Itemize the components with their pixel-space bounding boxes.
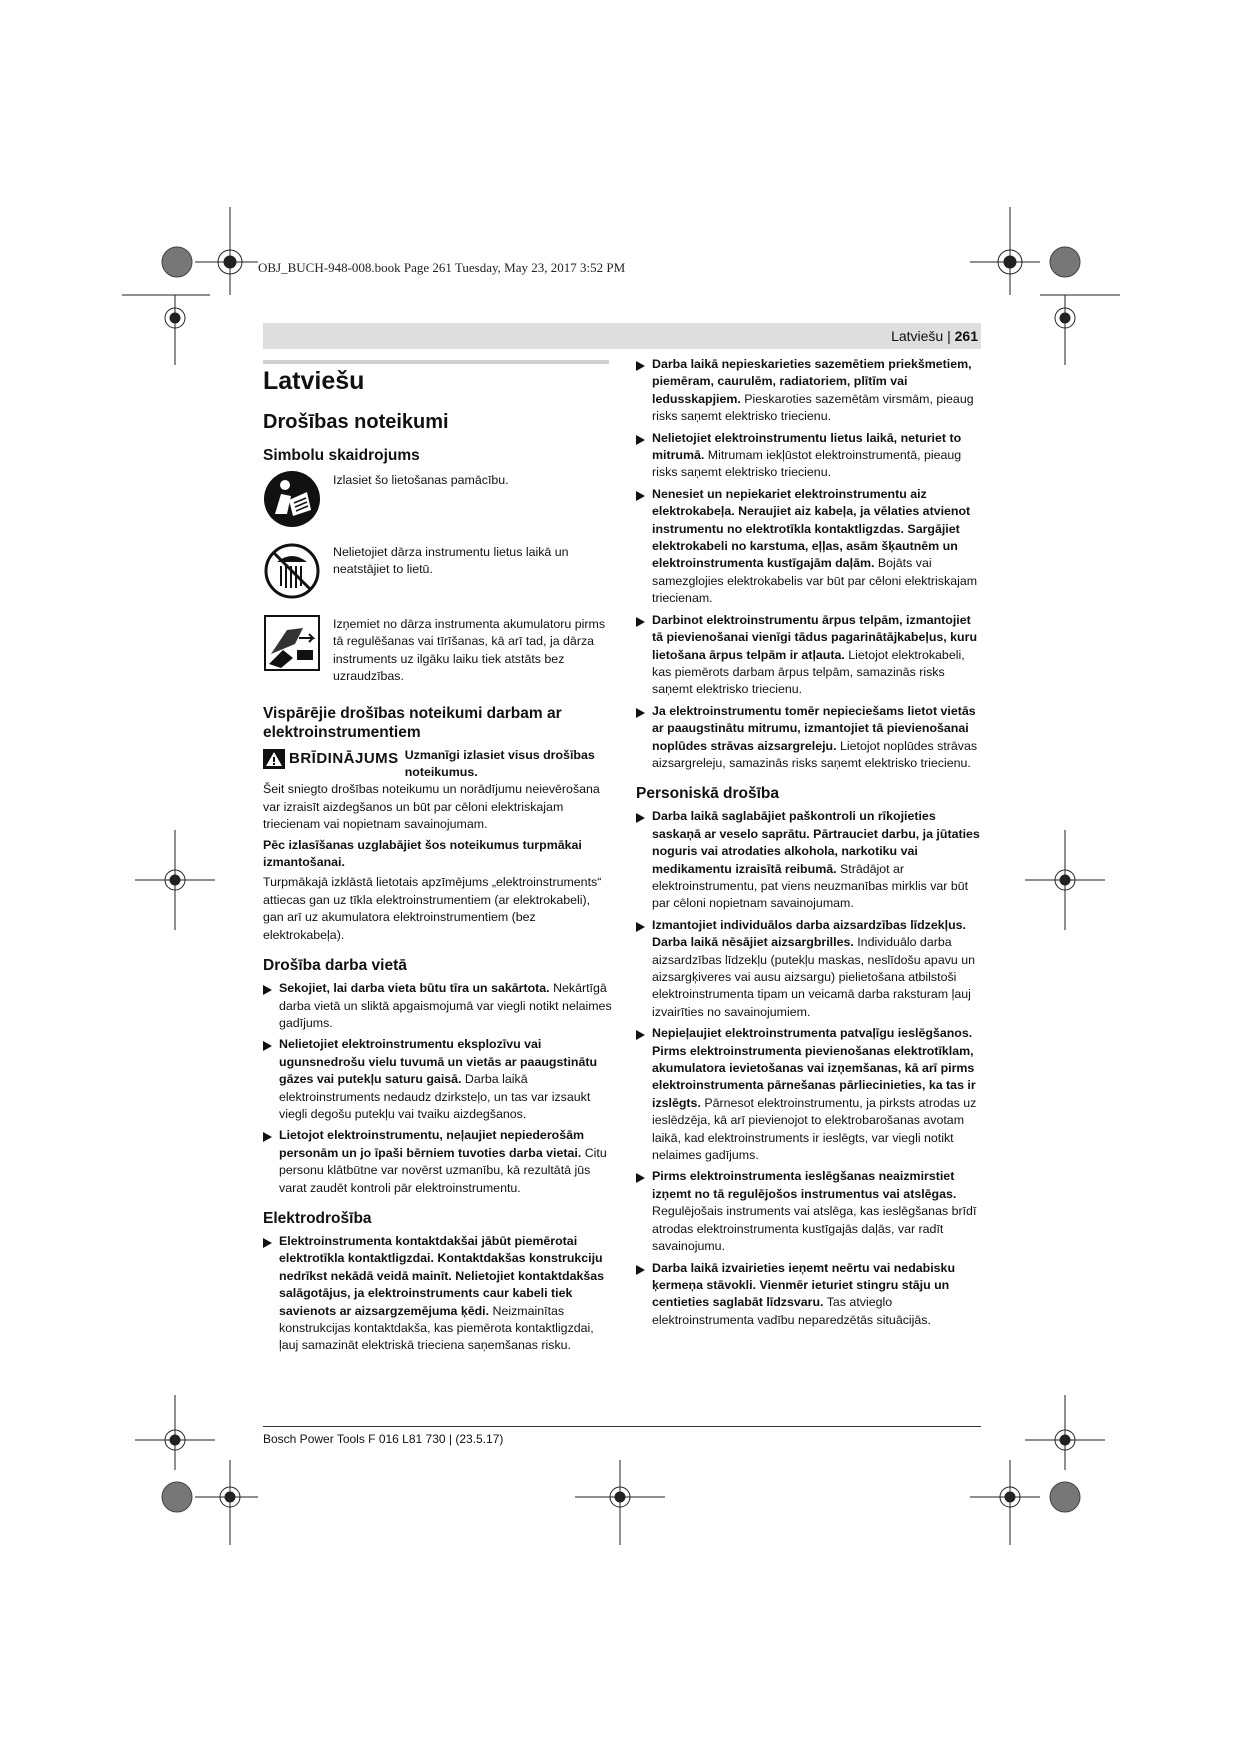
bullet-icon [263,985,272,995]
bullet-icon [636,922,645,932]
symbol-text: Izlasiet šo lietošanas pamācību. [333,473,509,487]
bullet-icon [263,1238,272,1248]
bullet-item [263,1127,613,1197]
warning-text: Šeit sniegto drošības noteikumu un norādījumu neievērošana var izraisīt aizdegšanos un būt par cēloni elektriskajam triecienam vai nopietnam savainojumam. [263,782,600,832]
no-rain-icon [263,542,321,600]
bullet-icon [636,617,645,627]
bullet-text: Strādājot ar elektroinstrumentu, pat viens neuzmanības mirklis var būt par cēloni nopietnam savainojumam. [652,861,969,911]
personal-heading: Personiskā drošība [636,785,780,803]
symbol-row [263,542,613,602]
warning-badge [263,749,399,769]
symbol-text: Izņemiet no dārza instrumenta akumulatoru pirms tā regulēšanas vai tīrīšanas, kā arī tad, ja dārza instruments uz ilgāku laiku tiek atstāts bez uzraudzības. [333,617,606,684]
symbol-text: Nelietojiet dārza instrumentu lietus laikā un neatstājiet to lietū. [333,545,569,577]
bullet-text: Pieskaroties sazemētām virsmām, pieaug risks saņemt elektrisko triecienu. [652,391,974,424]
electrical-heading: Elektrodrošība [263,1209,372,1227]
bullet-text: Pārnesot elektroinstrumentu, ja pirksts atrodas uz ieslēdzēja, kā arī pievienojot to elektrobarošanas avotam laikā, kad elektroinstruments ir ieslēgts, var viegli notikt nelaimes gadījums. [652,1095,977,1163]
bullet-icon [636,708,645,718]
bullet-item [636,612,981,699]
bullet-bold: Nelietojiet elektroinstrumentu lietus laikā, neturiet to mitrumā. [652,430,962,463]
bullet-bold: Nelietojiet elektroinstrumentu eksplozīvu vai ugunsnedrošu vielu tuvumā un vietās ar paaugstinātu gāzes vai putekļu saturu gaisā. [279,1037,598,1087]
bullet-icon [263,1132,272,1142]
footer-rule [263,1426,981,1427]
remove-battery-icon [263,614,321,672]
bullet-item [636,430,981,482]
bullet-item [263,980,613,1032]
bullet-bold: Izmantojiet individuālos darba aizsardzības līdzekļus. Darba laikā nēsājiet aizsargbrilles. [652,917,966,950]
warning-triangle-icon [263,749,285,769]
bullet-item [636,917,981,1021]
page-footer: Bosch Power Tools F 016 L81 730 | (23.5.17) [263,1432,504,1446]
keep-instructions: Pēc izlasīšanas uzglabājiet šos noteikumus turpmākai izmantošanai. [263,837,582,870]
bullet-text: Nekārtīgā darba vietā un sliktā apgaismojumā var viegli notikt nelaimes gadījums. [279,981,612,1030]
bullet-item [636,1025,981,1164]
bullet-text: Bojāts vai samezglojies elektrokabelis var būt par cēloni elektriskajam triecienam. [652,556,978,606]
bullet-bold: Nenesiet un nepiekariet elektroinstrumentu aiz elektrokabeļa. Neraujiet aiz kabeļa, ja vēlaties atvienot instrumentu no elektrotīkla kontaktligzdas. Sargājiet elektrokabeli no karstuma, eļļas, asām šķautnēm un elektroinstrumenta kustīgajām daļām. [652,486,971,571]
bullet-item [636,486,981,608]
bullet-text: Darba laikā elektroinstruments nedaudz dzirksteļo, un tas var izsaukt viegli degošu putekļu vai tvaiku aizdegšanos. [279,1072,591,1121]
header-bar [263,323,981,349]
read-manual-icon [263,470,321,528]
running-header [891,328,978,344]
bullet-bold: Darba laikā izvairieties ieņemt neērtu vai nedabisku ķermeņa stāvokli. Vienmēr ieturiet stingru stāju un centieties saglabāt līdzsvaru. [652,1260,956,1310]
bullet-item [263,1036,613,1123]
warning-bold: Uzmanīgi izlasiet visus drošības noteikumus. [404,747,595,780]
bullet-bold: Elektroinstrumenta kontaktdakšai jābūt piemērotai elektrotīkla kontaktligzdai. Kontaktdakšas konstrukciju nedrīkst nekādā veidā mainīt. Nelietojiet kontaktdakšas salāgotājus, ja elektroinstruments caur kabeli tiek savienots ar aizsargzemējuma ķēdi. [279,1233,605,1318]
bullet-text: Lietojot noplūdes strāvas aizsargreleju, samazinās risks saņemt elektrisko triecienu. [652,738,978,770]
bullet-icon [636,435,645,445]
bullet-bold: Darbinot elektroinstrumentu ārpus telpām, izmantojiet tā pievienošanai vienīgi tādus pagarinātājkabeļus, kuru lietošana ārpus telpām ir atļauta. [652,612,978,662]
bullet-item [636,808,981,912]
symbols-heading: Simbolu skaidrojums [263,447,420,464]
general-heading: Vispārējie drošības noteikumi darbam ar elektroinstrumentiem [263,704,562,741]
bullet-text: Mitrumam iekļūstot elektroinstrumentā, pieaug risks saņemt elektrisko triecienu. [652,448,962,480]
warning-block [263,747,613,782]
bullet-item [636,703,981,773]
bullet-bold: Darba laikā nepieskarieties sazemētiem priekšmetiem, piemēram, caurulēm, radiatoriem, plītīm vai ledusskapjiem. [652,357,972,406]
header-separator: | [943,328,955,344]
header-language: Latviešu [891,328,944,344]
warning-label: BRĪDINĀJUMS [289,749,399,767]
bullet-text: Citu personu klātbūtne var novērst uzmanību, kā rezultātā jūs varat zaudēt kontroli pār elektroinstrumentu. [279,1145,607,1195]
left-column [263,352,613,1359]
bullet-text: Individuālo darba aizsardzības līdzekļu (putekļu maskas, neslīdošu apavu un aizsargķiveres vai ausu aizsargu) pielietošana atbilstoši elektroinstrumenta tipam un veicamā darba raksturam ļauj izvairīties no savainojumiem. [652,935,976,1019]
bullet-bold: Sekojiet, lai darba vieta būtu tīra un sakārtota. [279,981,550,996]
bullet-item [263,1233,613,1355]
bullet-icon [263,1041,272,1051]
bullet-text: Neizmainītas konstrukcijas kontaktdakša, kas piemērota kontaktligzdai, ļauj samazināt elektriskā trieciena saņemšanas risku. [279,1303,594,1353]
bullet-text: Lietojot elektrokabeli, kas piemērots darbam ārpus telpām, samazinās risks saņemt elektrisko triecienu. [652,647,965,697]
bullet-icon [636,813,645,823]
bullet-bold: Darba laikā saglabājiet paškontroli un rīkojieties saskaņā ar veselo saprātu. Pārtrauciet darbu, ja jūtaties noguris vai atrodaties alkohola, narkotiku vai medikamentu izraisītā reibumā. [652,809,980,876]
right-column [636,356,981,1333]
bullet-icon [636,1265,645,1275]
bullet-bold: Pirms elektroinstrumenta ieslēgšanas neaizmirstiet izņemt no tā regulējošos instrumentus vai atslēgas. [652,1169,957,1201]
bullet-icon [636,1173,645,1183]
bullet-icon [636,491,645,501]
bullet-icon [636,361,645,371]
print-slug: OBJ_BUCH-948-008.book Page 261 Tuesday, May 23, 2017 3:52 PM [258,260,626,275]
term-definition: Turpmākajā izklāstā lietotais apzīmējums „elektroinstruments“ attiecas gan uz tīkla elektroinstrumentiem (ar elektrokabeli), gan arī uz akumulatora elektroinstrumentiem (bez elektrokabeļa). [263,875,602,942]
bullet-bold: Nepieļaujiet elektroinstrumenta patvaļīgu ieslēgšanos. Pirms elektroinstrumenta pievienošanas elektrotīklam, akumulatora ievietošanas vai izņemšanas, kā arī pirms elektroinstrumenta pārnešanas pārliecinieties, ka tas ir izslēgts. [652,1026,976,1110]
safety-heading: Drošības noteikumi [263,411,449,433]
symbol-row [263,614,613,686]
bullet-text: Regulējošais instruments vai atslēga, kas ieslēgšanas brīdī atrodas elektroinstrumenta kustīgajās daļās, var radīt savainojumu. [652,1204,977,1254]
bullet-bold: Lietojot elektroinstrumentu, neļaujiet nepiederošām personām un jo īpaši bērniem tuvoties darba vietai. [279,1128,585,1160]
bullet-text: Tas atvieglo elektroinstrumenta vadību neparedzētās situācijās. [652,1295,931,1327]
page-title: Latviešu [263,367,365,395]
bullet-bold: Ja elektroinstrumentu tomēr nepieciešams lietot vietās ar paaugstinātu mitrumu, izmantojiet tā pievienošanai noplūdes strāvas aizsargreleju. [652,703,976,753]
symbol-row [263,470,613,530]
workplace-heading: Drošība darba vietā [263,957,407,975]
bullet-icon [636,1030,645,1040]
bullet-item [636,1260,981,1330]
bullet-item [636,356,981,426]
bullet-item [636,1168,981,1255]
page-number: 261 [954,328,978,344]
